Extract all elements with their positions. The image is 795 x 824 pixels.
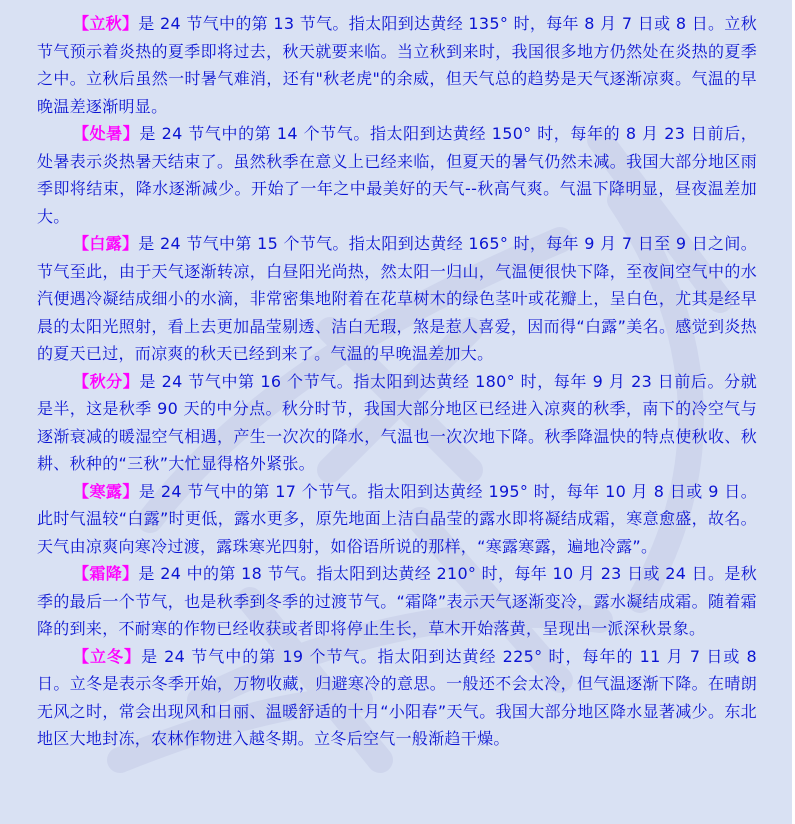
paragraph-chushu xyxy=(37,120,757,230)
paragraph-text: 是 24 节气中第 15 个节气。指太阳到达黄经 165° 时，每年 9 月 7 日至 9 日之间。节气至此，由于天气逐渐转凉，白昼阳光尚热，然太阳一归山，气温便很快下降，至夜间空气中的水汽便遇冷凝结成细小的水滴，非常密集地附着在花草树木的绿色茎叶或花瓣上，呈白色，尤其是经早晨的太阳光照射，看上去更加晶莹剔透、洁白无瑕，煞是惹人喜爱，因而得“白露”美名。感觉到炎热的夏天已过，而凉爽的秋天已经到来了。气温的早晚温差加大。 xyxy=(37,234,757,363)
paragraph-text: 是 24 节气中第 16 个节气。指太阳到达黄经 180° 时，每年 9 月 23 日前后。分就是半，这是秋季 90 天的中分点。秋分时节，我国大部分地区已经进入凉爽的秋季，南下的冷空气与逐渐衰减的暖湿空气相遇，产生一次次的降水，气温也一次次地下降。秋季降温快的特点使秋收、秋耕、秋种的“三秋”大忙显得格外紧张。 xyxy=(37,371,757,473)
term-qiufen: 【秋分】 xyxy=(73,371,140,391)
paragraph-qiufen xyxy=(37,368,757,478)
paragraph-bailu xyxy=(37,230,757,368)
paragraph-text: 是 24 节气中的第 14 个节气。指太阳到达黄经 150° 时，每年的 8 月 23 日前后，处暑表示炎热暑天结束了。虽然秋季在意义上已经来临，但夏天的暑气仍然未减。我国大部分地区雨季即将结束，降水逐渐减少。开始了一年之中最美好的天气--秋高气爽。气温下降明显，昼夜温差加大。 xyxy=(37,124,757,226)
paragraph-text: 是 24 节气中的第 13 节气。指太阳到达黄经 135° 时，每年 8 月 7 日或 8 日。立秋节气预示着炎热的夏季即将过去，秋天就要来临。当立秋到来时，我国很多地方仍然处在炎热的夏季之中。立秋后虽然一时暑气难消，还有"秋老虎"的余威，但天气总的趋势是天气逐渐凉爽。气温的早晚温差逐渐明显。 xyxy=(37,14,757,116)
term-chushu: 【处暑】 xyxy=(73,124,140,143)
term-shuangjiang: 【霜降】 xyxy=(73,564,139,583)
term-liqiu: 【立秋】 xyxy=(73,14,139,33)
paragraph-text: 是 24 中的第 18 节气。指太阳到达黄经 210° 时，每年 10 月 23 日或 24 日。是秋季的最后一个节气，也是秋季到冬季的过渡节气。“霜降”表示天气逐渐变冷，露水凝结成霜。随着霜降的到来，不耐寒的作物已经收获或者即将停止生长，草木开始落黄，呈现出一派深秋景象。 xyxy=(37,564,758,638)
paragraph-text: 是 24 节气中的第 17 个节气。指太阳到达黄经 195° 时，每年 10 月 8 日或 9 日。此时气温较“白露”时更低，露水更多，原先地面上洁白晶莹的露水即将凝结成霜，寒意愈盛，故名。天气由凉爽向寒冷过渡，露珠寒光四射，如俗语所说的那样，“寒露寒露，遍地冷露”。 xyxy=(37,481,758,556)
paragraph-liqiu xyxy=(37,10,757,120)
paragraph-shuangjiang xyxy=(37,560,757,643)
paragraph-hanlu xyxy=(37,478,757,561)
paragraph-text: 是 24 节气中的第 19 个节气。指太阳到达黄经 225° 时，每年的 11 月 7 日或 8 日。立冬是表示冬季开始，万物收藏，归避寒冷的意思。一般还不会太冷，但气温逐渐下降。在晴朗无风之时，常会出现风和日丽、温暖舒适的十月“小阳春”天气。我国大部分地区降水显著减少。东北地区大地封冻，农林作物进入越冬期。立冬后空气一般渐趋干燥。 xyxy=(37,646,758,748)
term-lidong: 【立冬】 xyxy=(73,646,142,666)
paragraph-lidong xyxy=(37,643,757,753)
document-body xyxy=(37,10,757,753)
term-hanlu: 【寒露】 xyxy=(73,481,139,501)
term-bailu: 【白露】 xyxy=(73,234,139,253)
